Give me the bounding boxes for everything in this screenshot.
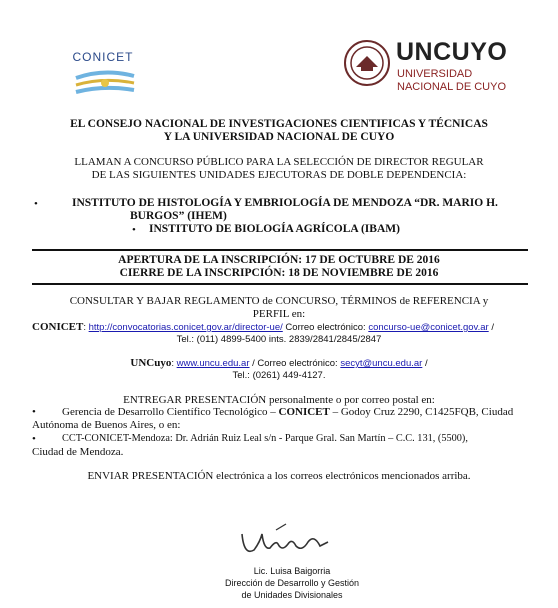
conicet-logo-text: CONICET: [72, 50, 134, 64]
unit-ihem-line2: BURGOS” (IHEM): [130, 210, 227, 222]
uncuyo-sep: :: [171, 358, 177, 369]
uncuyo-tail: /: [422, 358, 428, 369]
conicet-flag-icon: [74, 68, 136, 98]
consult-line2: PERFIL en:: [252, 308, 306, 320]
call-line1: LLAMAN A CONCURSO PÚBLICO PARA LA SELECCIÓN DE DIRECTOR REGULAR: [74, 156, 484, 168]
conicet-mail-link[interactable]: concurso-ue@conicet.gov.ar: [368, 322, 489, 333]
conicet-url-link[interactable]: http://convocatorias.conicet.gov.ar/director-ue/: [88, 322, 283, 333]
conicet-label: CONICET: [32, 321, 84, 333]
conicet-tail: /: [488, 322, 494, 333]
deliver-b1-pre: Gerencia de Desarrollo Científico Tecnológico –: [62, 406, 279, 418]
conicet-contact: [32, 321, 494, 333]
header-line1: EL CONSEJO NACIONAL DE INVESTIGACIONES CIENTIFICAS Y TÉCNICAS: [70, 118, 488, 130]
bullet: •: [32, 406, 36, 418]
header-line2: Y LA UNIVERSIDAD NACIONAL DE CUYO: [163, 131, 395, 143]
conicet-mail-label: Correo electrónico:: [282, 322, 369, 333]
deliver-b1-bold: CONICET: [278, 406, 330, 418]
uncuyo-seal-icon: [344, 40, 390, 86]
signature-name: Lic. Luisa Baigorria: [253, 566, 331, 576]
signature-role1: Dirección de Desarrollo y Gestión: [224, 578, 360, 588]
uncuyo-label: UNCuyo: [130, 357, 172, 369]
date-close: CIERRE DE LA INSCRIPCIÓN: 18 DE NOVIEMBRE DE 2016: [119, 267, 439, 279]
conicet-sep: :: [83, 322, 89, 333]
unit-ihem-line1: INSTITUTO DE HISTOLOGÍA Y EMBRIOLOGÍA DE MENDOZA “DR. MARIO H.: [72, 197, 498, 209]
uncuyo-contact: [0, 357, 558, 369]
date-open: APERTURA DE LA INSCRIPCIÓN: 17 DE OCTUBRE DE 2016: [118, 254, 440, 266]
consult-line1: CONSULTAR Y BAJAR REGLAMENTO de CONCURSO, TÉRMINOS de REFERENCIA y: [69, 295, 489, 307]
uncuyo-mail-label: / Correo electrónico:: [249, 358, 341, 369]
deliver-address-1-line2: Autónoma de Buenos Aires, o en:: [32, 419, 181, 431]
uncuyo-tel: Tel.: (0261) 449-4127.: [232, 370, 326, 381]
bullet: •: [32, 433, 36, 445]
bullet: •: [132, 224, 136, 236]
uncuyo-mail-link[interactable]: secyt@uncu.edu.ar: [340, 358, 423, 369]
uncuyo-logo: [344, 40, 534, 106]
conicet-logo: [52, 38, 154, 110]
deliver-b1-post: – Godoy Cruz 2290, C1425FQB, Ciudad: [329, 406, 514, 418]
deliver-address-2-line2: Ciudad de Mendoza.: [32, 446, 124, 458]
uncuyo-logo-line1: UNIVERSIDAD: [397, 68, 473, 80]
handwritten-signature: [236, 520, 332, 562]
deliver-address-2: CCT-CONICET-Mendoza: Dr. Adrián Ruiz Leal s/n - Parque Gral. San Martín – C.C. 131, (5500),: [62, 433, 468, 444]
uncuyo-logo-line2: NACIONAL DE CUYO: [397, 81, 507, 93]
divider-top: [32, 249, 528, 251]
deliver-heading: ENTREGAR PRESENTACIÓN personalmente o por correo postal en:: [123, 394, 435, 406]
divider-bottom: [32, 283, 528, 285]
call-line2: DE LAS SIGUIENTES UNIDADES EJECUTORAS DE DOBLE DEPENDENCIA:: [91, 169, 467, 181]
uncuyo-url-link[interactable]: www.uncu.edu.ar: [176, 358, 250, 369]
conicet-tel: Tel.: (011) 4899-5400 ints. 2839/2841/2845/2847: [176, 334, 382, 345]
deliver-electronic: ENVIAR PRESENTACIÓN electrónica a los correos electrónicos mencionados arriba.: [87, 470, 471, 482]
signature-role2: de Unidades Divisionales: [241, 590, 343, 600]
deliver-address-1: [62, 406, 513, 418]
uncuyo-logo-title: UNCUYO: [396, 38, 508, 66]
unit-ibam: INSTITUTO DE BIOLOGÍA AGRÍCOLA (IBAM): [149, 223, 400, 235]
bullet: •: [34, 198, 38, 210]
